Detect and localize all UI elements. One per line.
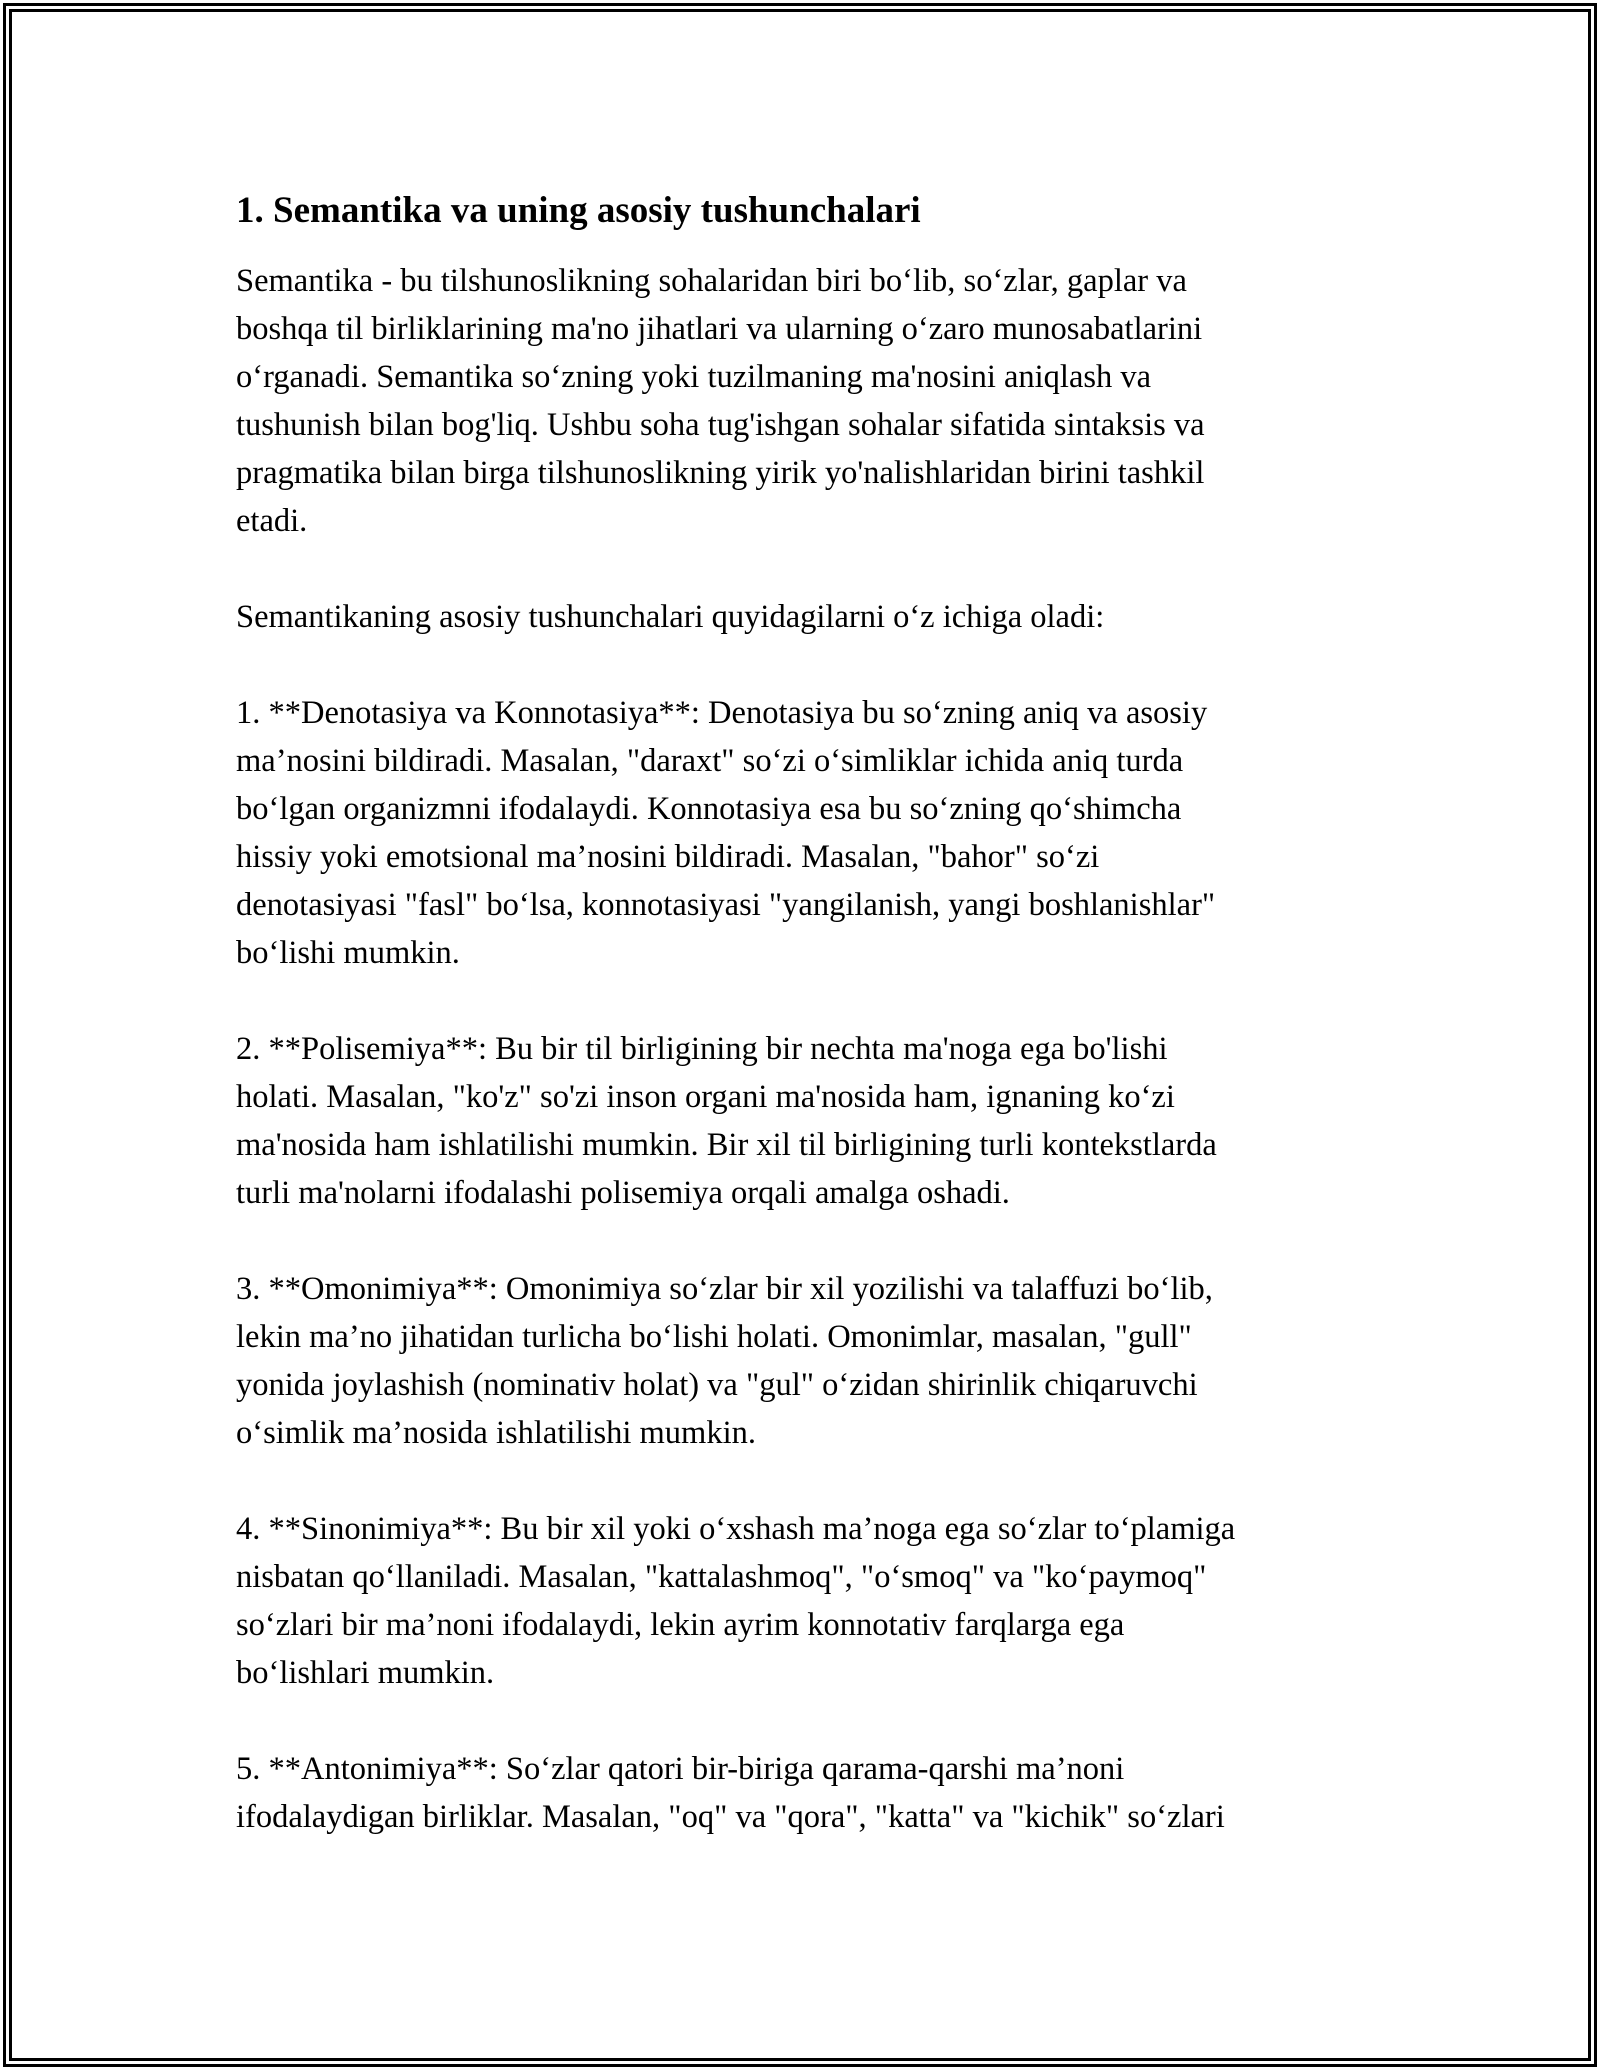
paragraph-spacer xyxy=(236,977,1376,1025)
paragraph-concepts-lead: Semantikaning asosiy tushunchalari quyidagilarni o‘z ichiga oladi: xyxy=(236,599,1105,635)
list-item-antonymy: 5. **Antonimiya**: So‘zlar qatori bir-biriga qarama-qarshi ma’noni ifodalaydigan birliklar. Masalan, "oq" va "qora", "katta" va "kichik" so‘zlari xyxy=(236,1751,1225,1835)
paragraph-spacer xyxy=(236,1217,1376,1265)
list-item-denotation: 1. **Denotasiya va Konnotasiya**: Denotasiya bu so‘zning aniq va asosiy ma’nosini bildiradi. Masalan, "daraxt" so‘zi o‘simliklar ichida aniq turda bo‘lgan organizmni ifodalaydi. Konnotasiya esa bu so‘zning qo‘shimcha hissiy yoki emotsional ma’nosini bildiradi. Masalan, "bahor" so‘zi denotasiyasi "fasl" bo‘lsa, konnotasiyasi "yangilanish, yangi boshlanishlar" bo‘lishi mumkin. xyxy=(236,695,1216,971)
paragraph-spacer xyxy=(236,1457,1376,1505)
list-item-homonymy: 3. **Omonimiya**: Omonimiya so‘zlar bir xil yozilishi va talaffuzi bo‘lib, lekin ma’no jihatidan turlicha bo‘lishi holati. Omonimlar, masalan, "gull" yonida joylashish (nominativ holat) va "gul" o‘zidan shirinlik chiqaruvchi o‘simlik ma’nosida ishlatilishi mumkin. xyxy=(236,1271,1213,1451)
list-item-synonymy: 4. **Sinonimiya**: Bu bir xil yoki o‘xshash ma’noga ega so‘zlar to‘plamiga nisbatan qo‘llaniladi. Masalan, "kattalashmoq", "o‘smoq" va "ko‘paymoq" so‘zlari bir ma’noni ifodalaydi, lekin ayrim konnotativ farqlarga ega bo‘lishlari mumkin. xyxy=(236,1511,1236,1691)
paragraph-intro: Semantika - bu tilshunoslikning sohalaridan biri bo‘lib, so‘zlar, gaplar va boshqa til birliklarining ma'no jihatlari va ularning o‘zaro munosabatlarini o‘rganadi. Semantika so‘zning yoki tuzilmaning ma'nosini aniqlash va tushunish bilan bog'liq. Ushbu soha tug'ishgan sohalar sifatida sintaksis va pragmatika bilan birga tilshunoslikning yirik yo'nalishlaridan birini tashkil etadi. xyxy=(236,263,1205,539)
document-body xyxy=(236,185,1376,1841)
list-item-polysemy: 2. **Polisemiya**: Bu bir til birligining bir nechta ma'noga ega bo'lishi holati. Masalan, "ko'z" so'zi inson organi ma'nosida ham, ignaning ko‘zi ma'nosida ham ishlatilishi mumkin. Bir xil til birligining turli kontekstlarda turli ma'nolarni ifodalashi polisemiya orqali amalga oshadi. xyxy=(236,1031,1217,1211)
page-title: 1. Semantika va uning asosiy tushunchalari xyxy=(236,190,921,231)
paragraph-spacer xyxy=(236,641,1376,689)
paragraph-spacer xyxy=(236,545,1376,593)
paragraph-spacer xyxy=(236,1697,1376,1745)
